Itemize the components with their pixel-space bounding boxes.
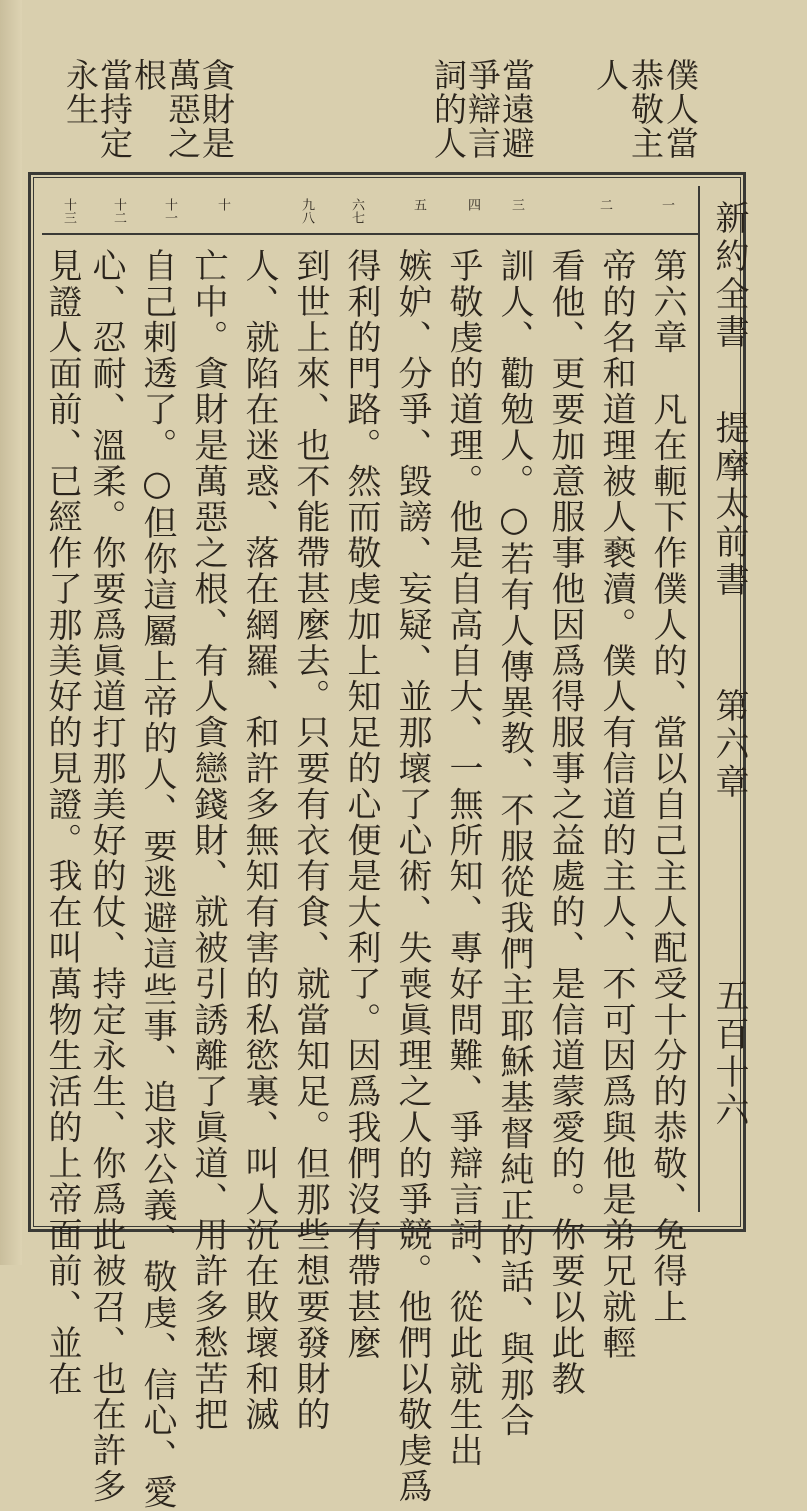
- text-column-3: 看他、更要加意服事他因爲得服事之益處的、是信道蒙愛的。你要以此教: [545, 248, 585, 1397]
- page-number: 五百十六: [709, 978, 749, 1130]
- verse-number: 三: [509, 198, 524, 211]
- text-column-4: 訓人、勸勉人。○若有人傳異教、不服從我們主耶穌基督純正的話、與那合: [494, 248, 534, 1439]
- running-head-rule: [698, 186, 700, 1212]
- gloss-5: 爭辯言: [463, 58, 502, 160]
- text-column-13: 見證人面前、已經作了那美好的見證。我在叫萬物生活的上帝面前、並在: [42, 248, 82, 1397]
- gloss-3: 人: [591, 58, 630, 92]
- gloss-7: 貪財是: [197, 58, 236, 160]
- epistle-title: 提摩太前書: [709, 410, 749, 600]
- verse-number: 十一: [162, 198, 177, 224]
- text-column-10: 亡中。貪財是萬惡之根、有人貪戀錢財、就被引誘離了眞道、用許多愁苦把: [188, 248, 228, 1433]
- text-column-7: 得利的門路。然而敬虔加上知足的心便是大利了。因爲我們沒有帶甚麼: [341, 248, 381, 1361]
- gloss-9: 根: [129, 58, 168, 92]
- verse-number: 四: [465, 198, 480, 211]
- verse-number: 十二: [111, 198, 126, 224]
- verse-number: 十: [215, 198, 230, 211]
- verse-number: 十三: [61, 198, 76, 224]
- gloss-11: 永生: [61, 58, 100, 126]
- verse-number-rule: [42, 233, 698, 235]
- gloss-6: 詞的人: [429, 58, 468, 160]
- text-column-6: 嫉妒、分爭、毀謗、妄疑、並那壞了心術、失喪眞理之人的爭競。他們以敬虔爲: [392, 248, 432, 1505]
- text-column-5: 乎敬虔的道理。他是自高自大、一無所知、專好問難、爭辯言詞、從此就生出: [443, 248, 483, 1469]
- text-column-2: 帝的名和道理被人褻瀆。僕人有信道的主人、不可因爲與他是弟兄就輕: [596, 248, 636, 1361]
- page-spine-shadow: [0, 0, 22, 1265]
- verse-number: 九八: [299, 198, 314, 224]
- book-title: 新約全書: [709, 200, 749, 352]
- text-column-11: 自己剌透了。○但你這屬上帝的人、要逃避這些事、追求公義、敬虔、信心、愛: [137, 248, 177, 1511]
- text-column-9: 人、就陷在迷惑、落在網羅、和許多無知有害的私慾裏、叫人沉在敗壞和滅: [239, 248, 279, 1433]
- chapter-heading: 第六章: [709, 688, 749, 802]
- text-column-1: 第六章 凡在軛下作僕人的、當以自己主人配受十分的恭敬、免得上: [647, 248, 687, 1325]
- verse-number: 二: [597, 198, 612, 211]
- text-column-12: 心、忍耐、溫柔。你要爲眞道打那美好的仗、持定永生、你爲此被召、也在許多: [86, 248, 126, 1505]
- gloss-10: 當持定: [95, 58, 134, 160]
- gloss-8: 萬惡之: [163, 58, 202, 160]
- verse-number: 六七: [349, 198, 364, 224]
- verse-number: 五: [411, 198, 426, 211]
- text-column-8: 到世上來、也不能帶甚麼去。只要有衣有食、就當知足。但那些想要發財的: [290, 248, 330, 1433]
- gloss-2: 恭敬主: [626, 58, 665, 160]
- gloss-1: 僕人當: [661, 58, 700, 160]
- gloss-4: 當遠避: [497, 58, 536, 160]
- text-frame: [28, 172, 749, 1232]
- verse-number: 一: [659, 198, 674, 211]
